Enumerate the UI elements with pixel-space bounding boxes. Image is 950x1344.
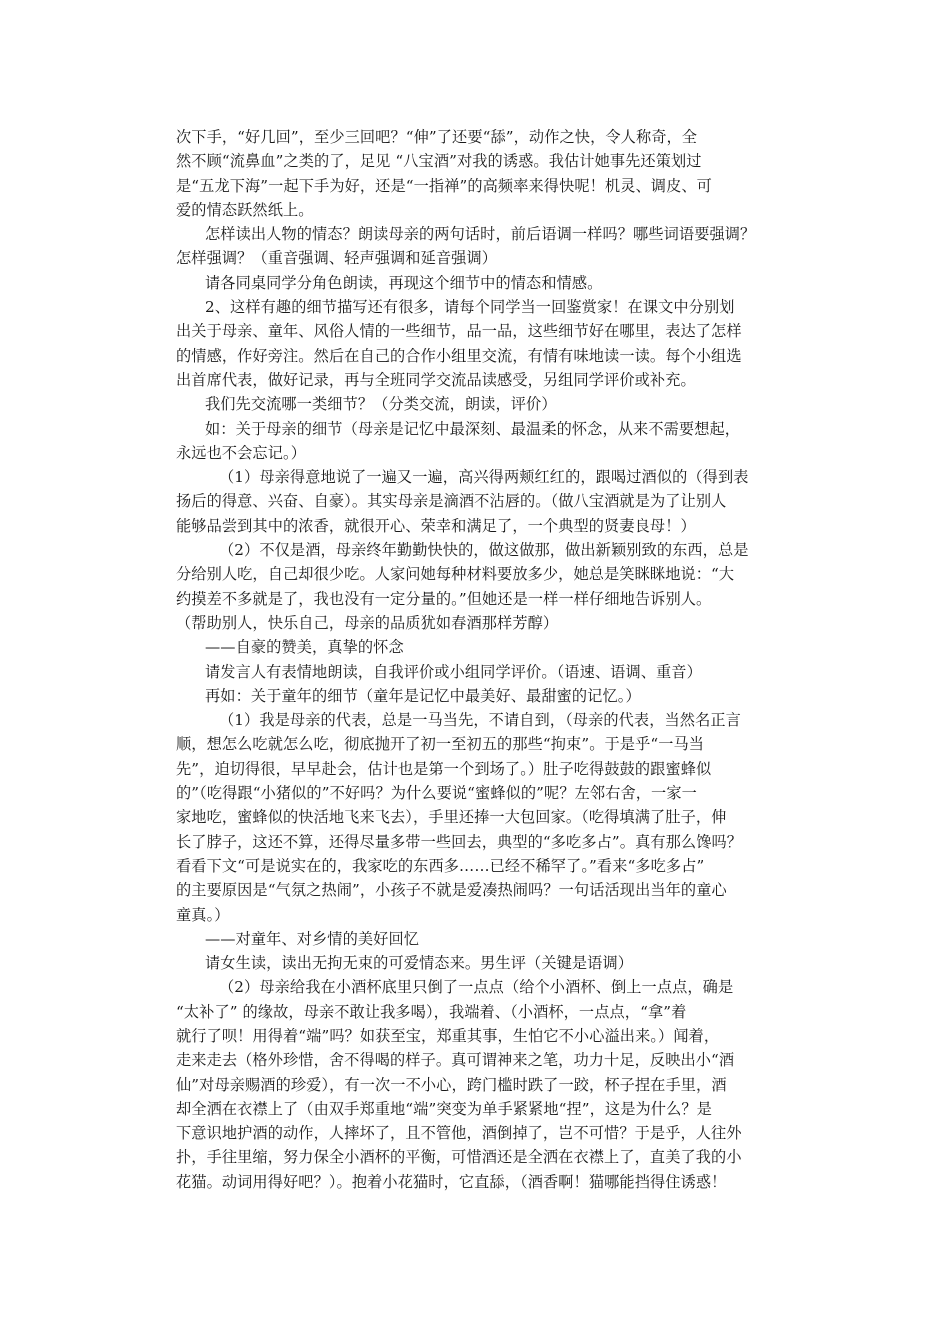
text-line: 出关于母亲、童年、风俗人情的一些细节，品一品，这些细节好在哪里，表达了怎样 (176, 322, 742, 341)
text-line: 如：关于母亲的细节（母亲是记忆中最深刻、最温柔的怀念，从来不需要想起， (205, 419, 741, 438)
text-line: 出首席代表，做好记录，再与全班同学交流品读感受，另组同学评价或补充。 (176, 370, 696, 389)
text-line: 再如：关于童年的细节（童年是记忆中最美好、最甜蜜的记忆。） (205, 686, 641, 705)
text-line: 的”（吃得跟“小猪似的”不好吗？为什么要说“蜜蜂似的”呢？左邻右舍，一家一 (176, 784, 697, 803)
text-line: 请女生读，读出无拘无束的可爱情态来。男生评（关键是语调） (205, 954, 634, 973)
text-line: ——自豪的赞美，真挚的怀念 (205, 638, 404, 657)
text-line: 先”，迫切得很，早早赴会，估计也是第一个到场了。）肚子吃得鼓鼓的跟蜜蜂似 (176, 759, 712, 778)
text-line: 长了脖子，这还不算，还得尽量多带一些回去，典型的“多吃多占”。真有那么馋吗？ (176, 832, 743, 851)
text-line: 永远也不会忘记。） (176, 443, 306, 462)
text-line: 家地吃，蜜蜂似的快活地飞来飞去），手里还捧一大包回家。（吃得填满了肚子，伸 (176, 808, 727, 827)
text-line: 我们先交流哪一类细节？（分类交流，朗读，评价） (205, 395, 557, 414)
text-line: （2）不仅是酒，母亲终年勤勤快快的，做这做那，做出新颖别致的东西，总是 (219, 541, 749, 560)
text-line: 看看下文“可是说实在的，我家吃的东西多……已经不稀罕了。”看来“多吃多占” (176, 856, 705, 875)
text-line: 然不顾“流鼻血”之类的了，足见 “八宝酒”对我的诱惑。我估计她事先还策划过 (176, 152, 702, 171)
text-line: （帮助别人，快乐自己，母亲的品质犹如春酒那样芳醇） (176, 613, 559, 632)
text-line: （1）母亲得意地说了一遍又一遍，高兴得两颊红红的，跟喝过酒似的（得到表 (219, 468, 749, 487)
text-line: 请各同桌同学分角色朗读，再现这个细节中的情态和情感。 (205, 273, 603, 292)
text-line: 请发言人有表情地朗读，自我评价或小组同学评价。（语速、语调、重音） (205, 662, 702, 681)
text-line: ——对童年、对乡情的美好回忆 (205, 929, 420, 948)
text-line: 顺，想怎么吃就怎么吃，彻底抛开了初一至初五的那些“拘束”。于是乎“一马当 (176, 735, 705, 754)
text-line: 是“五龙下海”一起下手为好，还是“一指禅”的高频率来得快呢！机灵、调皮、可 (176, 176, 712, 195)
text-line: 怎样强调？（重音强调、轻声强调和延音强调） (176, 249, 498, 268)
text-line: 的主要原因是“气氛之热闹”，小孩子不就是爱凑热闹吗？一句话活现出当年的童心 (176, 881, 727, 900)
text-line: 2、这样有趣的细节描写还有很多，请每个同学当一回鉴赏家！在课文中分别划 (205, 298, 735, 317)
document-page (176, 125, 816, 1194)
text-line: 却全洒在衣襟上了（由双手郑重地“端”突变为单手紧紧地“捏”，这是为什么？是 (176, 1099, 712, 1118)
text-line: 就行了呗！用得着“端”吗？如获至宝，郑重其事，生怕它不小心溢出来。）闻着， (176, 1026, 720, 1045)
text-line: 扬后的得意、兴奋、自豪）。其实母亲是滴酒不沾唇的。（做八宝酒就是为了让别人 (176, 492, 727, 511)
text-line: 仙”对母亲赐酒的珍爱），有一次一不小心，跨门槛时跌了一跤，杯子捏在手里，酒 (176, 1075, 727, 1094)
text-line: “太补了” 的缘故，母亲不敢让我多喝），我端着、（小酒杯，一点点，“拿”着 (176, 1002, 687, 1021)
text-line: 的情感，作好旁注。然后在自己的合作小组里交流，有情有味地读一读。每个小组选 (176, 346, 742, 365)
text-line: 分给别人吃，自己却很少吃。人家问她每种材料要放多少，她总是笑眯眯地说：“大 (176, 565, 735, 584)
text-line: 走来走去（格外珍惜，舍不得喝的样子。真可谓神来之笔，功力十足，反映出小“酒 (176, 1051, 735, 1070)
text-line: （1）我是母亲的代表，总是一马当先，不请自到，（母亲的代表，当然名正言 (219, 711, 741, 730)
text-line: 童真。） (176, 905, 230, 924)
text-line: （2）母亲给我在小酒杯底里只倒了一点点（给个小酒杯、倒上一点点，确是 (219, 978, 734, 997)
text-line: 花猫。动词用得好吧？）。抱着小花猫时，它直舔，（酒香啊！猫哪能挡得住诱惑！ (176, 1172, 727, 1191)
text-line: 下意识地护酒的动作，人摔坏了，且不管他，酒倒掉了，岂不可惜？于是乎，人往外 (176, 1124, 742, 1143)
text-line: 怎样读出人物的情态？朗读母亲的两句话时，前后语调一样吗？哪些词语要强调？ (205, 225, 756, 244)
text-line: 约摸差不多就是了，我也没有一定分量的。”但她还是一样一样仔细地告诉别人。 (176, 589, 712, 608)
text-line: 能够品尝到其中的浓香，就很开心、荣幸和满足了，一个典型的贤妻良母！） (176, 516, 696, 535)
text-line: 次下手，“好几回”，至少三回吧？“伸”了还要“舔”，动作之快，令人称奇，全 (176, 128, 698, 146)
text-line: 爱的情态跃然纸上。 (176, 200, 314, 219)
text-line: 扑，手往里缩，努力保全小酒杯的平衡，可惜酒还是全洒在衣襟上了，直美了我的小 (176, 1148, 742, 1167)
